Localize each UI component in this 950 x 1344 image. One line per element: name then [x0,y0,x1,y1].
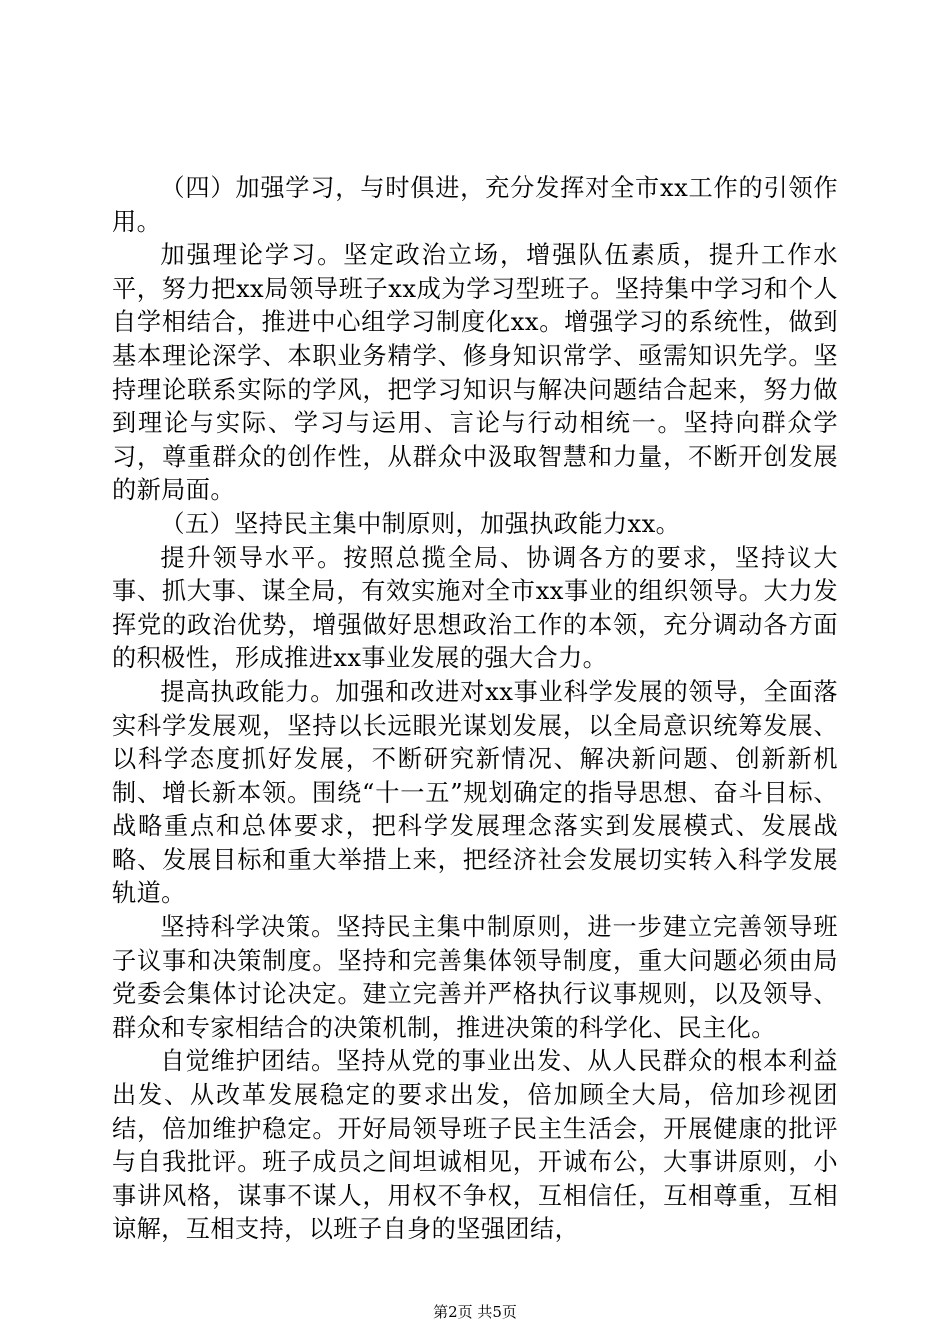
document-body [112,172,838,1247]
page-number-footer: 第2页 共5页 [433,1303,517,1321]
paragraph-scientific-decision: 坚持科学决策。坚持民主集中制原则，进一步建立完善领导班子议事和决策制度。坚持和完善集体领导制度，重大问题必须由局党委会集体讨论决定。建立完善并严格执行议事规则，以及领导、群众和专家相结合的决策机制，推进决策的科学化、民主化。 [112,913,838,1042]
section-heading-five: （五）坚持民主集中制原则，加强执政能力xx。 [160,509,681,538]
paragraph-governing-capacity: 提高执政能力。加强和改进对xx事业科学发展的领导，全面落实科学发展观，坚持以长远眼光谋划发展，以全局意识统筹发展、以科学态度抓好发展，不断研究新情况、解决新问题、创新新机制、增长新本领。围绕“十一五”规划确定的指导思想、奋斗目标、战略重点和总体要求，把科学发展理念落实到发展模式、发展战略、发展目标和重大举措上来，把经济社会发展切实转入科学发展轨道。 [112,677,838,908]
paragraph-maintain-unity: 自觉维护团结。坚持从党的事业出发、从人民群众的根本利益出发、从改革发展稳定的要求出发，倍加顾全大局，倍加珍视团结，倍加维护稳定。开好局领导班子民主生活会，开展健康的批评与自我批评。班子成员之间坦诚相见，开诚布公，大事讲原则，小事讲风格，谋事不谋人，用权不争权，互相信任，互相尊重，互相谅解，互相支持，以班子自身的坚强团结， [112,1047,838,1244]
section-heading-four: （四）加强学习，与时俱进，充分发挥对全市xx工作的引领作用。 [112,174,838,236]
paragraph-leadership-level: 提升领导水平。按照总揽全局、协调各方的要求，坚持议大事、抓大事、谋全局，有效实施对全市xx事业的组织领导。大力发挥党的政治优势，增强做好思想政治工作的本领，充分调动各方面的积极性，形成推进xx事业发展的强大合力。 [112,543,838,673]
paragraph-theory-study: 加强理论学习。坚定政治立场，增强队伍素质，提升工作水平，努力把xx局领导班子xx成为学习型班子。坚持集中学习和个人自学相结合，推进中心组学习制度化xx。增强学习的系统性，做到基本理论深学、本职业务精学、修身知识常学、亟需知识先学。坚持理论联系实际的学风，把学习知识与解决问题结合起来，努力做到理论与实际、学习与运用、言论与行动相统一。坚持向群众学习，尊重群众的创作性，从群众中汲取智慧和力量，不断开创发展的新局面。 [112,241,838,505]
